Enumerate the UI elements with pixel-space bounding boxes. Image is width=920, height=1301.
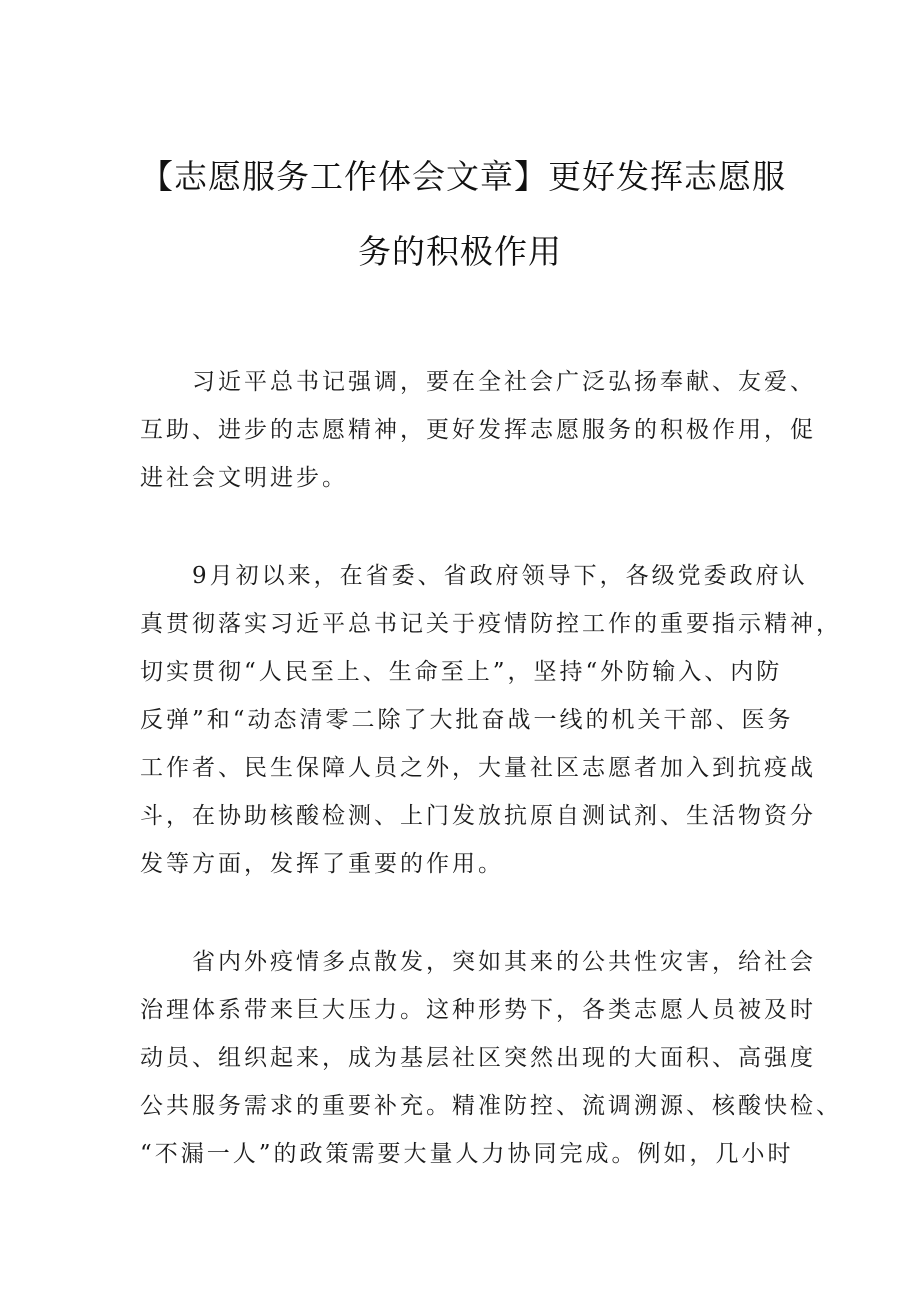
paragraph-line: 进社会文明进步。 [140,465,348,491]
paragraph-line: 真贯彻落实习近平总书记关于疫情防控工作的重要指示精神， [140,611,842,637]
paragraph-line: 省内外疫情多点散发，突如其来的公共性灾害，给社会 [192,949,816,975]
document-title-line-1: 【志愿服务工作体会文章】更好发挥志愿服 [140,157,786,196]
paragraph-line: 发等方面，发挥了重要的作用。 [140,851,504,877]
paragraph-line: “不漏一人”的政策需要大量人力协同完成。例如，几小时 [140,1141,794,1167]
paragraph-line: 互助、进步的志愿精神，更好发挥志愿服务的积极作用，促 [140,417,816,443]
paragraph-line: 动员、组织起来，成为基层社区突然出现的大面积、高强度 [140,1045,816,1071]
paragraph-line: 斗，在协助核酸检测、上门发放抗原自测试剂、生活物资分 [140,803,816,829]
document-title-line-2: 务的积极作用 [358,232,562,271]
paragraph-line: 反弹”和“动态清零二除了大批奋战一线的机关干部、医务 [140,707,794,733]
paragraph-line: 工作者、民生保障人员之外，大量社区志愿者加入到抗疫战 [140,755,816,781]
paragraph-line: 公共服务需求的重要补充。精准防控、流调溯源、核酸快检、 [140,1093,842,1119]
paragraph-line: 习近平总书记强调，要在全社会广泛弘扬奉献、友爱、 [192,369,816,395]
paragraph-line: 治理体系带来巨大压力。这种形势下，各类志愿人员被及时 [140,997,816,1023]
paragraph-line: 9月初以来，在省委、省政府领导下，各级党委政府认 [192,563,808,589]
paragraph-line: 切实贯彻“人民至上、生命至上”，坚持“外防输入、内防 [140,659,783,685]
